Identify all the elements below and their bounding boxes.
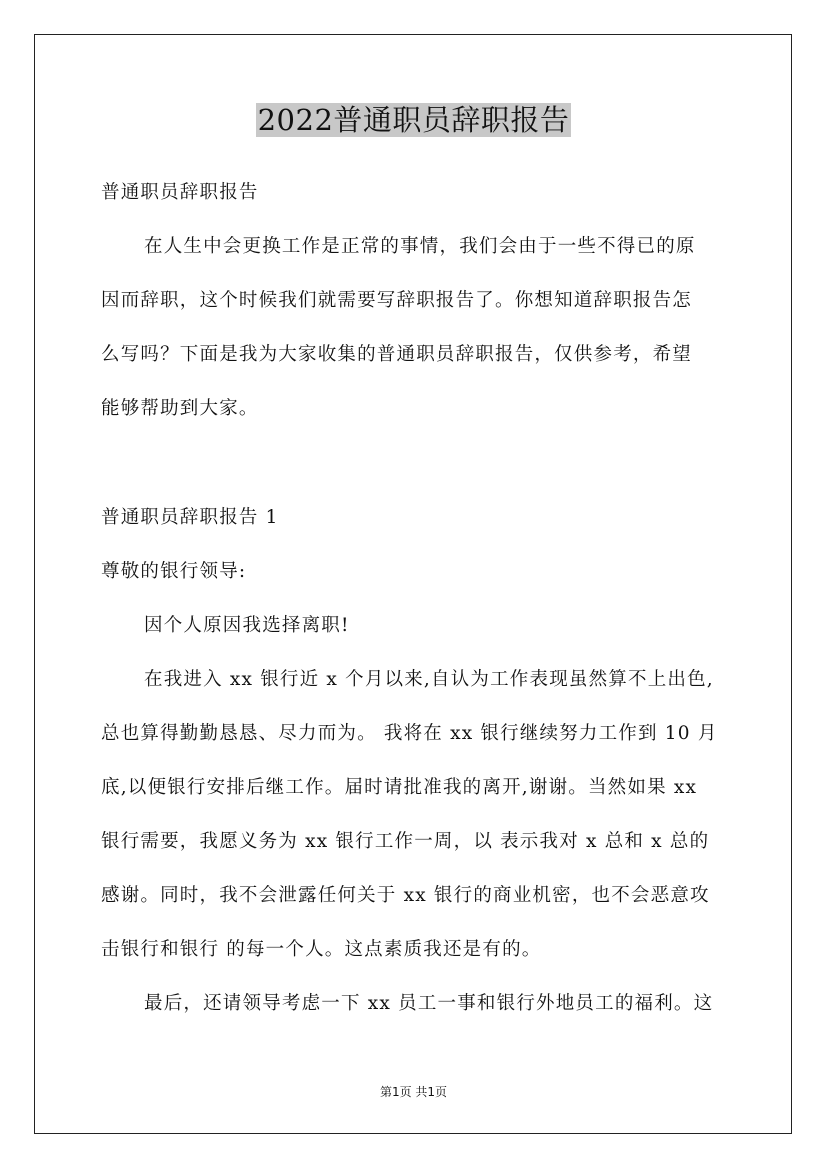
paragraph-line: 么写吗？下面是我为大家收集的普通职员辞职报告，仅供参考，希望 (101, 344, 693, 365)
paragraph-line: 击银行和银行 的每一个人。这点素质我还是有的。 (101, 939, 542, 960)
salutation-line: 尊敬的银行领导: (101, 561, 247, 582)
paragraph-line: 总也算得勤勤恳恳、尽力而为。 我将在 xx 银行继续努力工作到 10 月 (101, 723, 718, 744)
paragraph-line: 最后，还请领导考虑一下 xx 员工一事和银行外地员工的福利。这 (144, 993, 714, 1014)
paragraph-line: 银行需要，我愿义务为 xx 银行工作一周，以 表示我对 x 总和 x 总的 (101, 831, 710, 852)
title-text: 2022普通职员辞职报告 (257, 103, 570, 137)
paragraph-line: 底,以便银行安排后继工作。届时请批准我的离开,谢谢。当然如果 xx (101, 777, 698, 798)
section-heading: 普通职员辞职报告 1 (101, 507, 279, 528)
paragraph-line: 能够帮助到大家。 (101, 398, 259, 419)
subtitle-line: 普通职员辞职报告 (101, 182, 259, 203)
paragraph-line: 在人生中会更换工作是正常的事情，我们会由于一些不得已的原 (144, 236, 696, 257)
paragraph-line: 因而辞职，这个时候我们就需要写辞职报告了。你想知道辞职报告怎 (101, 290, 693, 311)
paragraph-line: 感谢。同时，我不会泄露任何关于 xx 银行的商业机密，也不会恶意攻 (101, 885, 710, 906)
document-title (0, 100, 827, 140)
paragraph-line: 在我进入 xx 银行近 x 个月以来,自认为工作表现虽然算不上出色, (144, 669, 714, 690)
paragraph-line: 因个人原因我选择离职! (144, 615, 350, 636)
page-footer: 第1页 共1页 (379, 1085, 448, 1099)
